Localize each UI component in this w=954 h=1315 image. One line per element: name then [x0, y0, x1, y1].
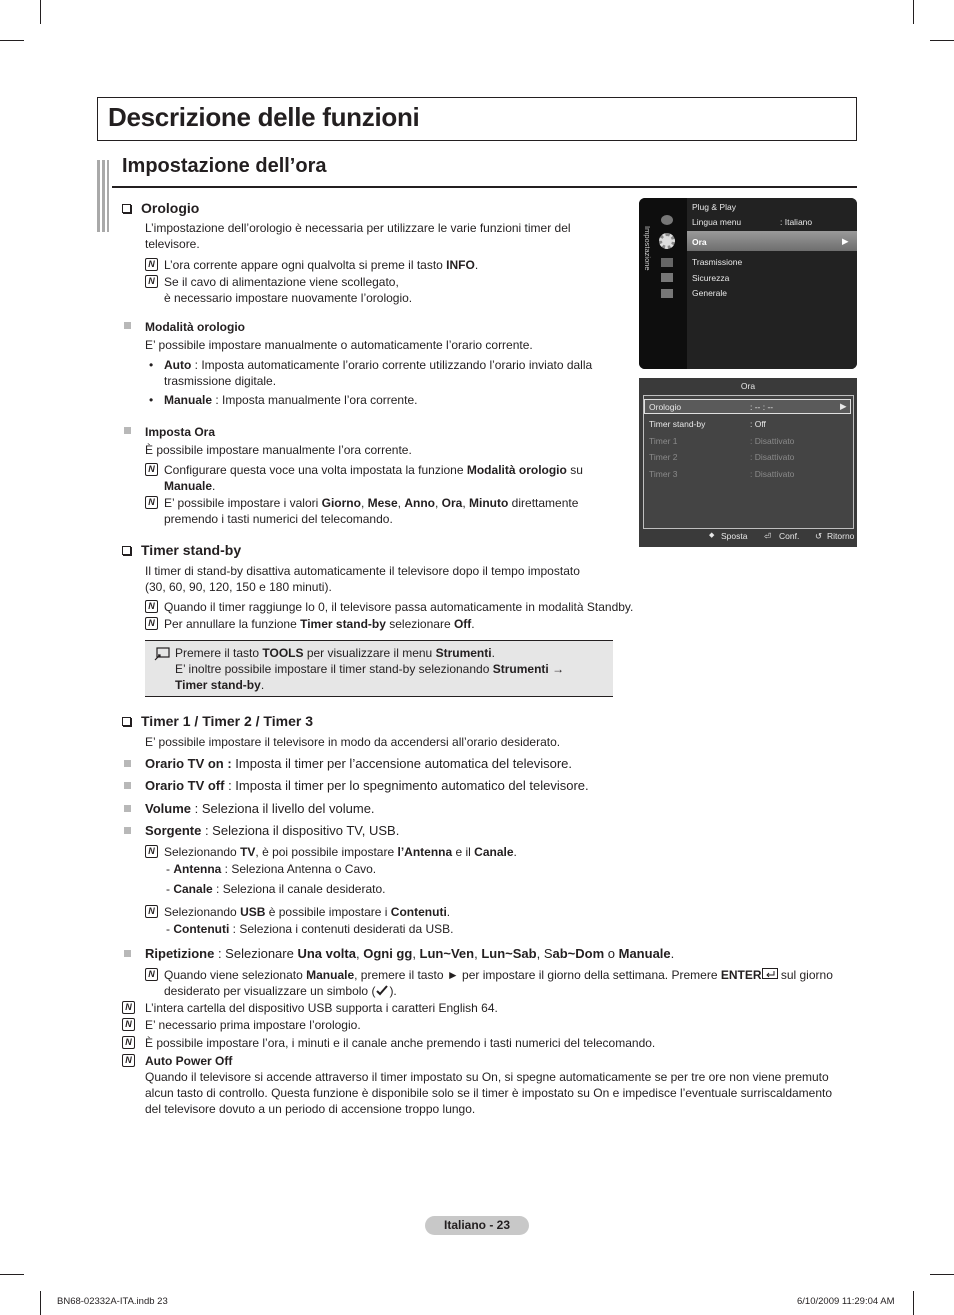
- square-bullet-icon: [124, 950, 131, 957]
- ripetizione-item: Ripetizione : Selezionare Una volta, Ogni gg, Lun~Ven, Lun~Sab, Sab~Dom o Manuale.: [145, 946, 675, 961]
- osd2-timer2-value: : Disattivato: [750, 452, 795, 462]
- imposta-ora-note-2: E’ possibile impostare i valori Giorno, Mese, Anno, Ora, Minuto direttamente premendo i tasti numerici del telecomando.: [164, 496, 579, 526]
- manuale-item: Manuale : Imposta manualmente l’ora corrente.: [164, 393, 418, 407]
- imposta-ora-desc: È possibile impostare manualmente l’ora corrente.: [145, 443, 412, 457]
- note-icon: N: [122, 1054, 135, 1067]
- canale-item: - Canale : Seleziona il canale desiderato.: [166, 882, 386, 896]
- enter-icon: ⏎: [764, 531, 772, 541]
- note-icon: N: [122, 1018, 135, 1031]
- section-title: Impostazione dell’ora: [122, 155, 327, 177]
- standby-note-1: Quando il timer raggiunge lo 0, il televisore passa automaticamente in modalità Standby.: [164, 600, 634, 614]
- osd2-nav-return: Ritorno: [827, 531, 855, 541]
- osd2-timer2-label: Timer 2: [649, 452, 678, 462]
- standby-note-2: Per annullare la funzione Timer stand-by selezionare Off.: [164, 617, 475, 631]
- timers-heading: Timer 1 / Timer 2 / Timer 3: [122, 713, 313, 729]
- tv-time-menu-screenshot: [639, 378, 857, 547]
- crop-mark: [40, 1291, 41, 1315]
- imposta-ora-note-1: Configurare questa voce una volta impostata la funzione Modalità orologio su Manuale.: [164, 463, 583, 493]
- osd-item-plug-play: Plug & Play: [692, 202, 736, 212]
- auto-item: Auto : Imposta automaticamente l’orario corrente utilizzando l’orario inviato dalla trasmissione digitale.: [164, 358, 593, 388]
- orologio-note-1: L’ora corrente appare ogni qualvolta si preme il tasto INFO.: [164, 258, 479, 272]
- osd2-standby-label: Timer stand-by: [649, 419, 706, 429]
- chapter-header: [97, 97, 857, 141]
- note-icon: N: [145, 258, 158, 271]
- note-icon: N: [122, 1001, 135, 1014]
- osd2-timer3-value: : Disattivato: [750, 469, 795, 479]
- orologio-heading: Orologio: [122, 200, 199, 216]
- osd-sidebar: [639, 198, 687, 369]
- osd-lingua-value: : Italiano: [780, 217, 813, 227]
- osd-item-ora: Ora: [692, 237, 707, 247]
- square-bullet-icon: [124, 782, 131, 789]
- crop-mark: [0, 1274, 24, 1275]
- general-note-2: E’ necessario prima impostare l’orologio.: [145, 1018, 361, 1032]
- crop-mark: [0, 40, 24, 41]
- check-icon: [375, 985, 389, 996]
- picture-icon: [661, 215, 673, 225]
- osd2-nav-move: Sposta: [721, 531, 748, 541]
- note-icon: N: [145, 905, 158, 918]
- note-icon: N: [122, 1036, 135, 1049]
- page-number: Italiano - 23: [425, 1216, 529, 1235]
- orario-off-item: Orario TV off : Imposta il timer per lo spegnimento automatico del televisore.: [145, 778, 589, 793]
- standby-heading: Timer stand-by: [122, 542, 241, 558]
- note-icon: N: [145, 463, 158, 476]
- note-icon: N: [145, 968, 158, 981]
- updown-icon: ◆: [709, 532, 715, 539]
- crop-mark: [930, 40, 954, 41]
- return-icon: ↺: [815, 531, 823, 541]
- osd2-nav-enter: Conf.: [779, 531, 800, 541]
- tools-tip-box: [145, 640, 613, 697]
- channel-icon: [661, 258, 673, 267]
- modalita-heading: Modalità orologio: [145, 320, 245, 334]
- osd2-orologio-label: Orologio: [649, 402, 682, 412]
- osd2-timer1-value: : Disattivato: [750, 436, 795, 446]
- imposta-ora-heading: Imposta Ora: [145, 425, 216, 439]
- print-datetime: 6/10/2009 11:29:04 AM: [797, 1296, 895, 1307]
- osd-item-trasmissione: Trasmissione: [692, 257, 743, 267]
- square-bullet-icon: [124, 827, 131, 834]
- input-icon: [661, 273, 673, 282]
- section-divider: [112, 186, 857, 188]
- osd-side-label: Impostazione: [643, 226, 652, 271]
- crop-mark: [930, 1274, 954, 1275]
- osd2-standby-value: : Off: [750, 419, 766, 429]
- osd2-timer1-label: Timer 1: [649, 436, 678, 446]
- sorgente-note-usb: Selezionando USB è possibile impostare i Contenuti.: [164, 905, 451, 919]
- ripetizione-note: Quando viene selezionato Manuale, premere il tasto ► per impostare il giorno della settimana. Premere ENTER sul giorno desiderato per visualizzare un simbolo ( ).: [164, 968, 833, 998]
- tools-tip-text: Premere il tasto TOOLS per visualizzare il menu Strumenti. E’ inoltre possibile impostare il timer stand-by selezionando Strumenti → Timer stand-by.: [175, 646, 565, 692]
- arrow-right-icon: ▶: [842, 236, 849, 246]
- support-icon: [661, 289, 673, 298]
- contenuti-item: - Contenuti : Seleziona i contenuti desiderati da USB.: [166, 922, 454, 936]
- file-name: BN68-02332A-ITA.indb 23: [57, 1296, 168, 1307]
- osd2-panel: [643, 395, 854, 529]
- osd-item-lingua: Lingua menu: [692, 217, 742, 227]
- sorgente-note-tv: Selezionando TV, è poi possibile impostare l’Antenna e il Canale.: [164, 845, 517, 859]
- orologio-note-2: Se il cavo di alimentazione viene scollegato, è necessario impostare nuovamente l’orologio.: [164, 275, 413, 305]
- square-bullet-icon: [124, 427, 131, 434]
- modalita-desc: E’ possibile impostare manualmente o automaticamente l’orario corrente.: [145, 338, 533, 352]
- standby-desc: Il timer di stand-by disattiva automaticamente il televisore dopo il tempo impostato (30, 60, 90, 120, 150 e 180 minuti).: [145, 564, 580, 594]
- bullet-dot: •: [149, 358, 154, 372]
- osd-item-generale: Generale: [692, 288, 727, 298]
- osd2-title: Ora: [740, 381, 756, 391]
- square-bullet-icon: [124, 322, 131, 329]
- crop-mark: [40, 0, 41, 24]
- square-bullet-icon: [124, 760, 131, 767]
- note-icon: N: [145, 496, 158, 509]
- volume-item: Volume : Seleziona il livello del volume.: [145, 801, 375, 816]
- gear-icon: [659, 233, 675, 249]
- crop-mark: [913, 0, 914, 24]
- arrow-right-icon: ▶: [840, 401, 847, 411]
- orologio-intro: L’impostazione dell’orologio è necessaria per utilizzare le varie funzioni timer del televisore.: [145, 221, 571, 251]
- auto-power-off: Auto Power Off Quando il televisore si accende attraverso il timer impostato su On, si spegne automaticamente se per tre ore non viene premuto alcun tasto di controllo. Questa funzione è disponibile solo se il timer è impostato su On e impedisce l’eventuale surriscaldamento del televisore dovuto a un periodo di accensione troppo lungo.: [145, 1054, 833, 1116]
- note-icon: N: [145, 275, 158, 288]
- osd-item-sicurezza: Sicurezza: [692, 273, 730, 283]
- osd2-timer3-label: Timer 3: [649, 469, 678, 479]
- bullet-dot: •: [149, 393, 154, 407]
- general-note-1: L’intera cartella del dispositivo USB supporta i caratteri English 64.: [145, 1001, 498, 1015]
- sorgente-item: Sorgente : Seleziona il dispositivo TV, USB.: [145, 823, 400, 838]
- note-icon: N: [145, 600, 158, 613]
- note-icon: N: [145, 845, 158, 858]
- enter-icon: [762, 968, 778, 979]
- timers-desc: E’ possibile impostare il televisore in modo da accendersi all’orario desiderato.: [145, 735, 561, 749]
- tools-icon: [154, 647, 170, 661]
- osd2-orologio-value: : -- : --: [750, 402, 774, 412]
- square-bullet-icon: [124, 805, 131, 812]
- tv-setup-menu-screenshot: [639, 198, 857, 369]
- general-note-3: È possibile impostare l’ora, i minuti e il canale anche premendo i tasti numerici del telecomando.: [145, 1036, 656, 1050]
- orario-on-item: Orario TV on : Imposta il timer per l’accensione automatica del televisore.: [145, 756, 572, 771]
- crop-mark: [913, 1291, 914, 1315]
- chapter-title: Descrizione delle funzioni: [108, 102, 420, 132]
- note-icon: N: [145, 617, 158, 630]
- antenna-item: - Antenna : Seleziona Antenna o Cavo.: [166, 862, 377, 876]
- osd-selected-row: [687, 231, 857, 251]
